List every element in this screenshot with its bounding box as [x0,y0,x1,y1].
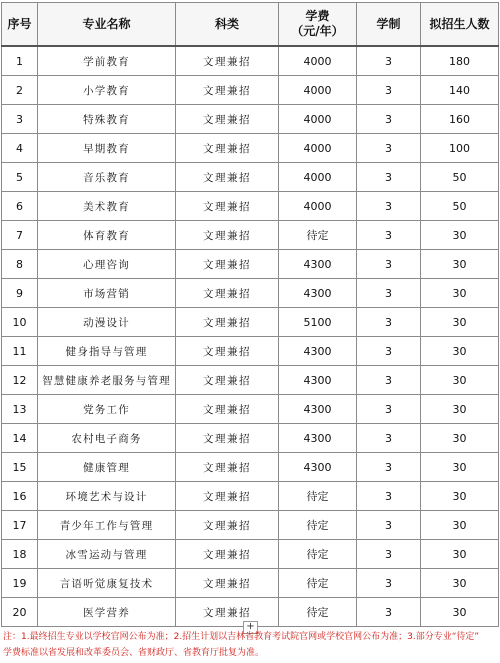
row-fee-cell: 待定 [279,569,357,598]
row-fee-cell: 4000 [279,105,357,134]
table-row [2,221,499,250]
row-no-cell: 13 [2,395,38,424]
row-no-cell: 3 [2,105,38,134]
row-category-cell: 文理兼招 [176,192,279,221]
row-fee-cell: 5100 [279,308,357,337]
row-no-cell: 6 [2,192,38,221]
row-fee-cell: 待定 [279,540,357,569]
row-quota-cell: 30 [421,598,499,627]
row-major-cell: 特殊教育 [38,105,176,134]
table-body [2,46,499,627]
table-row [2,279,499,308]
row-no-cell: 15 [2,453,38,482]
row-fee-cell: 4300 [279,424,357,453]
row-major-cell: 市场营销 [38,279,176,308]
row-quota-cell: 30 [421,424,499,453]
row-category-cell: 文理兼招 [176,366,279,395]
row-length-cell: 3 [357,250,421,279]
row-length-cell: 3 [357,598,421,627]
row-major-cell: 学前教育 [38,46,176,76]
header-fee [279,3,357,47]
row-major-cell: 医学营养 [38,598,176,627]
table-row [2,250,499,279]
header-fee-line2: （元/年） [291,24,344,38]
table-row [2,569,499,598]
row-major-cell: 党务工作 [38,395,176,424]
row-category-cell: 文理兼招 [176,76,279,105]
row-major-cell: 早期教育 [38,134,176,163]
row-quota-cell: 30 [421,540,499,569]
row-major-cell: 青少年工作与管理 [38,511,176,540]
row-no-cell: 17 [2,511,38,540]
row-quota-cell: 160 [421,105,499,134]
row-category-cell: 文理兼招 [176,569,279,598]
row-quota-cell: 100 [421,134,499,163]
row-quota-cell: 50 [421,192,499,221]
header-row [2,3,499,47]
row-quota-cell: 30 [421,279,499,308]
row-fee-cell: 待定 [279,482,357,511]
row-length-cell: 3 [357,134,421,163]
row-length-cell: 3 [357,366,421,395]
row-category-cell: 文理兼招 [176,598,279,627]
row-length-cell: 3 [357,192,421,221]
row-no-cell: 7 [2,221,38,250]
table-row [2,163,499,192]
row-length-cell: 3 [357,453,421,482]
enrollment-table [1,2,499,627]
row-major-cell: 言语听觉康复技术 [38,569,176,598]
table-row [2,511,499,540]
row-fee-cell: 4300 [279,250,357,279]
table-move-handle[interactable]: + [243,621,258,634]
row-no-cell: 18 [2,540,38,569]
row-no-cell: 14 [2,424,38,453]
row-quota-cell: 30 [421,366,499,395]
row-major-cell: 音乐教育 [38,163,176,192]
row-no-cell: 4 [2,134,38,163]
row-length-cell: 3 [357,395,421,424]
row-major-cell: 美术教育 [38,192,176,221]
row-category-cell: 文理兼招 [176,511,279,540]
row-length-cell: 3 [357,46,421,76]
row-fee-cell: 4300 [279,279,357,308]
row-no-cell: 8 [2,250,38,279]
row-quota-cell: 180 [421,46,499,76]
row-major-cell: 小学教育 [38,76,176,105]
row-major-cell: 环境艺术与设计 [38,482,176,511]
row-category-cell: 文理兼招 [176,134,279,163]
table-row [2,366,499,395]
row-length-cell: 3 [357,540,421,569]
header-length: 学制 [357,3,421,47]
row-quota-cell: 30 [421,511,499,540]
row-no-cell: 20 [2,598,38,627]
row-fee-cell: 待定 [279,221,357,250]
row-fee-cell: 4000 [279,76,357,105]
row-category-cell: 文理兼招 [176,105,279,134]
row-quota-cell: 30 [421,337,499,366]
row-major-cell: 冰雪运动与管理 [38,540,176,569]
row-no-cell: 1 [2,46,38,76]
table-row [2,540,499,569]
row-length-cell: 3 [357,482,421,511]
row-length-cell: 3 [357,76,421,105]
row-length-cell: 3 [357,163,421,192]
row-fee-cell: 4300 [279,366,357,395]
row-length-cell: 3 [357,337,421,366]
footnote [3,629,497,661]
row-major-cell: 智慧健康养老服务与管理 [38,366,176,395]
row-no-cell: 16 [2,482,38,511]
table-row [2,192,499,221]
table-row [2,395,499,424]
row-quota-cell: 30 [421,569,499,598]
header-fee-line1: 学费 [305,9,330,23]
row-category-cell: 文理兼招 [176,395,279,424]
header-category: 科类 [176,3,279,47]
row-category-cell: 文理兼招 [176,221,279,250]
row-length-cell: 3 [357,279,421,308]
row-fee-cell: 4300 [279,395,357,424]
table-row [2,134,499,163]
row-quota-cell: 140 [421,76,499,105]
row-length-cell: 3 [357,105,421,134]
row-category-cell: 文理兼招 [176,163,279,192]
row-category-cell: 文理兼招 [176,453,279,482]
table-row [2,482,499,511]
row-quota-cell: 30 [421,250,499,279]
row-no-cell: 2 [2,76,38,105]
row-length-cell: 3 [357,221,421,250]
row-no-cell: 11 [2,337,38,366]
table-row [2,308,499,337]
row-major-cell: 农村电子商务 [38,424,176,453]
row-category-cell: 文理兼招 [176,250,279,279]
row-fee-cell: 4300 [279,337,357,366]
row-major-cell: 心理咨询 [38,250,176,279]
row-fee-cell: 4000 [279,134,357,163]
row-no-cell: 5 [2,163,38,192]
row-quota-cell: 30 [421,308,499,337]
row-category-cell: 文理兼招 [176,279,279,308]
row-category-cell: 文理兼招 [176,424,279,453]
row-fee-cell: 4000 [279,46,357,76]
row-fee-cell: 4000 [279,192,357,221]
row-quota-cell: 30 [421,221,499,250]
row-no-cell: 12 [2,366,38,395]
table-row [2,46,499,76]
header-quota: 拟招生人数 [421,3,499,47]
row-quota-cell: 30 [421,395,499,424]
row-fee-cell: 4300 [279,453,357,482]
row-major-cell: 健康管理 [38,453,176,482]
row-length-cell: 3 [357,511,421,540]
row-no-cell: 19 [2,569,38,598]
table-row [2,76,499,105]
footnote-line-2: 学费标准以省发展和改革委员会、省财政厅、省教育厅批复为准。 [3,648,265,658]
table-row [2,105,499,134]
row-category-cell: 文理兼招 [176,308,279,337]
row-category-cell: 文理兼招 [176,46,279,76]
table-row [2,453,499,482]
row-major-cell: 健身指导与管理 [38,337,176,366]
table-row [2,337,499,366]
row-length-cell: 3 [357,569,421,598]
row-no-cell: 9 [2,279,38,308]
row-category-cell: 文理兼招 [176,337,279,366]
footnote-line-1: 注：1.最终招生专业以学校官网公布为准；2.招生计划以吉林省教育考试院官网或学校官网公布为准；3.部分专业“待定” [3,632,480,642]
row-fee-cell: 待定 [279,598,357,627]
header-major: 专业名称 [38,3,176,47]
row-quota-cell: 30 [421,482,499,511]
row-fee-cell: 4000 [279,163,357,192]
row-length-cell: 3 [357,308,421,337]
table-row [2,424,499,453]
row-quota-cell: 50 [421,163,499,192]
row-quota-cell: 30 [421,453,499,482]
row-major-cell: 体育教育 [38,221,176,250]
row-fee-cell: 待定 [279,511,357,540]
row-category-cell: 文理兼招 [176,540,279,569]
row-major-cell: 动漫设计 [38,308,176,337]
row-length-cell: 3 [357,424,421,453]
header-no: 序号 [2,3,38,47]
row-no-cell: 10 [2,308,38,337]
row-category-cell: 文理兼招 [176,482,279,511]
table-header [2,3,499,47]
